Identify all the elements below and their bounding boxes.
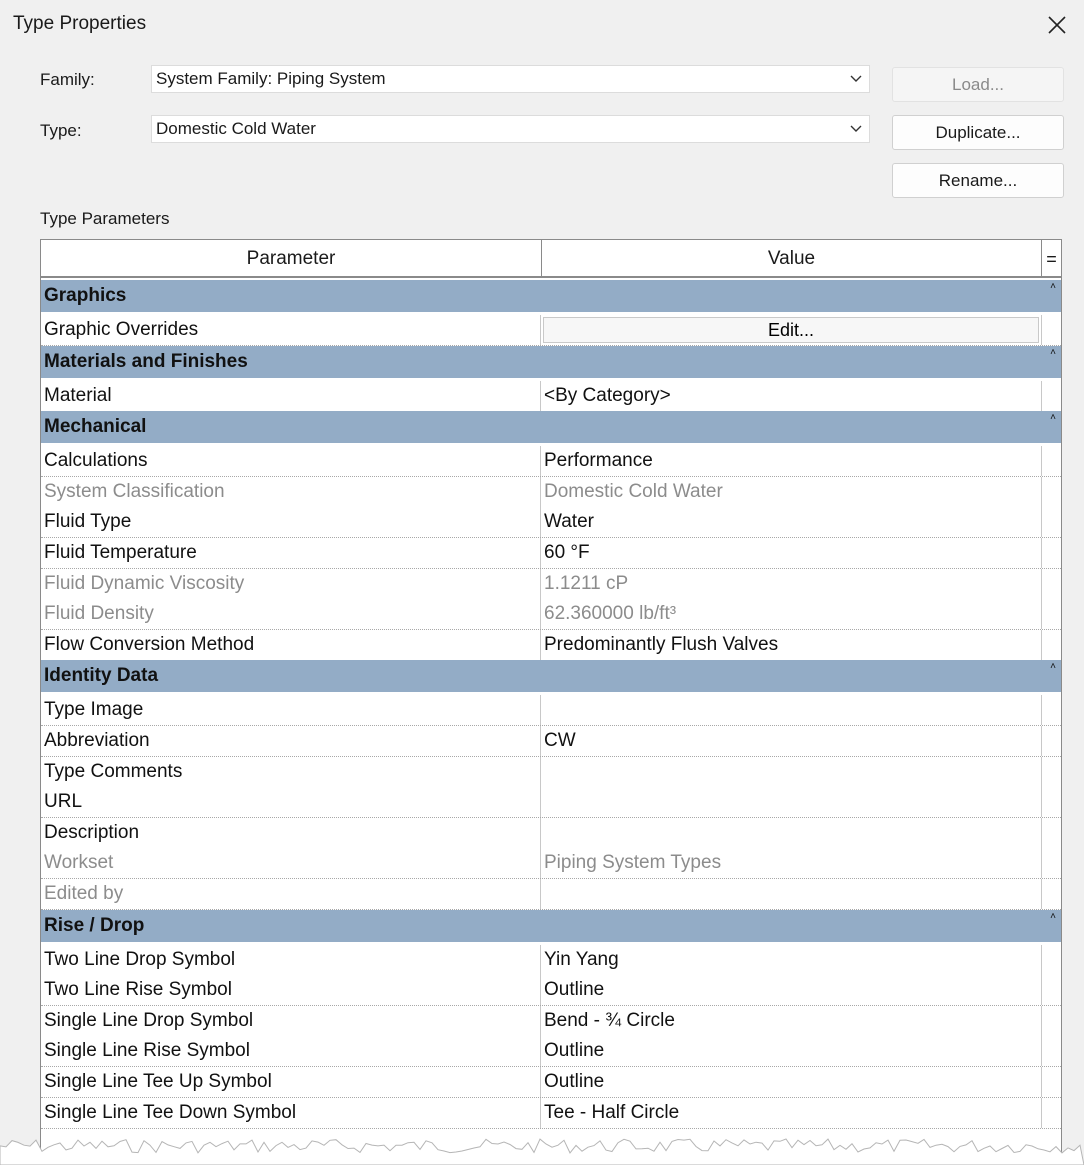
parameter-name-cell: Single Line Tee Up Symbol (41, 1067, 541, 1097)
group-header-row[interactable] (41, 346, 1061, 378)
parameter-row[interactable] (41, 446, 1061, 477)
family-value: System Family: Piping System (156, 69, 386, 88)
parameter-row[interactable] (41, 477, 1061, 508)
parameter-row[interactable] (41, 848, 1061, 879)
parameter-row[interactable] (41, 1067, 1061, 1098)
group-header-row[interactable] (41, 660, 1061, 692)
parameter-name-cell: Abbreviation (41, 726, 541, 756)
parameter-name-cell: Single Line Tee Down Symbol (41, 1098, 541, 1128)
parameter-value-cell[interactable]: Predominantly Flush Valves (541, 630, 1042, 660)
parameter-row[interactable] (41, 1036, 1061, 1067)
parameter-name-cell: Type Comments (41, 757, 541, 787)
parameter-row[interactable] (41, 695, 1061, 726)
parameter-value-cell (541, 879, 1042, 909)
parameter-value-cell: Domestic Cold Water (541, 477, 1042, 507)
collapse-caret-icon[interactable]: ˄ (1050, 910, 1056, 922)
duplicate-button[interactable]: Duplicate... (892, 115, 1064, 150)
parameter-name-cell: Fluid Dynamic Viscosity (41, 569, 541, 599)
parameter-row[interactable] (41, 569, 1061, 600)
type-parameters-grid (40, 239, 1062, 1165)
parameter-value-cell: 62.360000 lb/ft³ (541, 599, 1042, 629)
close-icon (1047, 15, 1067, 35)
parameter-name-cell: Graphic Overrides (41, 315, 541, 345)
group-label: Graphics (44, 285, 127, 306)
type-combobox[interactable] (151, 115, 870, 143)
parameter-value-cell[interactable]: Yin Yang (541, 945, 1042, 975)
parameter-value-cell[interactable]: 60 °F (541, 538, 1042, 568)
parameter-name-cell: URL (41, 787, 541, 817)
parameter-name-cell: Description (41, 818, 541, 848)
parameter-name-cell: Fluid Density (41, 599, 541, 629)
parameter-name-cell: Type Image (41, 695, 541, 725)
chevron-down-icon (849, 74, 863, 84)
parameter-row[interactable] (41, 879, 1061, 910)
edit-graphic-overrides-button[interactable]: Edit... (543, 317, 1039, 343)
parameter-value-cell[interactable]: Tee - Half Circle (541, 1098, 1042, 1128)
parameter-name-cell: Calculations (41, 446, 541, 476)
grid-header (41, 240, 1061, 278)
parameter-row[interactable] (41, 507, 1061, 538)
group-label: Identity Data (44, 665, 159, 687)
family-combobox[interactable] (151, 65, 870, 93)
column-header-formula[interactable]: = (1046, 249, 1057, 269)
group-label: Mechanical (44, 416, 147, 438)
collapse-caret-icon[interactable]: ˄ (1050, 661, 1056, 673)
group-label: Materials and Finishes (44, 350, 248, 372)
parameter-value-cell[interactable]: Bend - ¾ Circle (541, 1006, 1042, 1036)
parameter-name-cell: Two Line Drop Symbol (41, 945, 541, 975)
group-label: Rise / Drop (44, 914, 145, 936)
parameter-name-cell: Single Line Drop Symbol (41, 1006, 541, 1036)
title-bar (0, 0, 1084, 52)
parameter-row[interactable] (41, 757, 1061, 788)
collapse-caret-icon[interactable]: ˄ (1050, 281, 1056, 292)
dialog-title: Type Properties (13, 13, 147, 34)
column-header-value[interactable]: Value (542, 240, 1042, 276)
parameter-row[interactable] (41, 787, 1061, 818)
parameter-row[interactable] (41, 726, 1061, 757)
parameter-name-cell: Fluid Temperature (41, 538, 541, 568)
parameter-name-cell: Fluid Type (41, 507, 541, 537)
parameter-value-cell[interactable]: Outline (541, 1067, 1042, 1097)
parameter-row[interactable] (41, 315, 1061, 346)
type-value: Domestic Cold Water (156, 119, 316, 138)
parameter-value-cell[interactable] (541, 787, 1042, 817)
parameter-value-cell[interactable]: Outline (541, 1036, 1042, 1066)
parameter-name-cell: System Classification (41, 477, 541, 507)
parameter-row[interactable] (41, 818, 1061, 849)
type-label: Type: (40, 121, 82, 140)
parameter-row[interactable] (41, 945, 1061, 976)
rename-button[interactable]: Rename... (892, 163, 1064, 198)
parameter-value-cell[interactable] (541, 315, 1042, 345)
parameter-name-cell: Workset (41, 848, 541, 878)
parameter-name-cell: Single Line Rise Symbol (41, 1036, 541, 1066)
parameter-row[interactable] (41, 975, 1061, 1006)
group-header-row[interactable] (41, 910, 1061, 942)
parameter-value-cell: Piping System Types (541, 848, 1042, 878)
family-label: Family: (40, 70, 95, 89)
parameter-value-cell[interactable]: Performance (541, 446, 1042, 476)
collapse-caret-icon[interactable]: ˄ (1050, 412, 1056, 424)
parameter-name-cell: Flow Conversion Method (41, 630, 541, 660)
column-header-parameter[interactable]: Parameter (41, 240, 542, 276)
parameter-value-cell[interactable]: Water (541, 507, 1042, 537)
group-header-row[interactable] (41, 411, 1061, 443)
torn-paper-edge (0, 1125, 1084, 1165)
group-header-row[interactable] (41, 280, 1061, 312)
parameter-row[interactable] (41, 381, 1061, 412)
parameter-value-cell[interactable] (541, 757, 1042, 787)
parameter-row[interactable] (41, 599, 1061, 630)
parameter-name-cell: Edited by (41, 879, 541, 909)
parameter-value-cell[interactable] (541, 695, 1042, 725)
parameter-row[interactable] (41, 1006, 1061, 1037)
chevron-down-icon (849, 124, 863, 134)
parameter-name-cell: Two Line Rise Symbol (41, 975, 541, 1005)
parameter-row[interactable] (41, 630, 1061, 661)
parameter-value-cell[interactable]: <By Category> (541, 381, 1042, 411)
close-button[interactable] (1038, 6, 1076, 44)
load-button[interactable]: Load... (892, 67, 1064, 102)
collapse-caret-icon[interactable]: ˄ (1050, 346, 1056, 358)
parameter-value-cell: 1.1211 cP (541, 569, 1042, 599)
parameter-value-cell[interactable] (541, 818, 1042, 848)
parameter-name-cell: Material (41, 381, 541, 411)
parameter-row[interactable] (41, 538, 1061, 569)
parameter-value-cell[interactable]: Outline (541, 975, 1042, 1005)
parameter-value-cell[interactable]: CW (541, 726, 1042, 756)
type-parameters-caption: Type Parameters (40, 209, 170, 228)
